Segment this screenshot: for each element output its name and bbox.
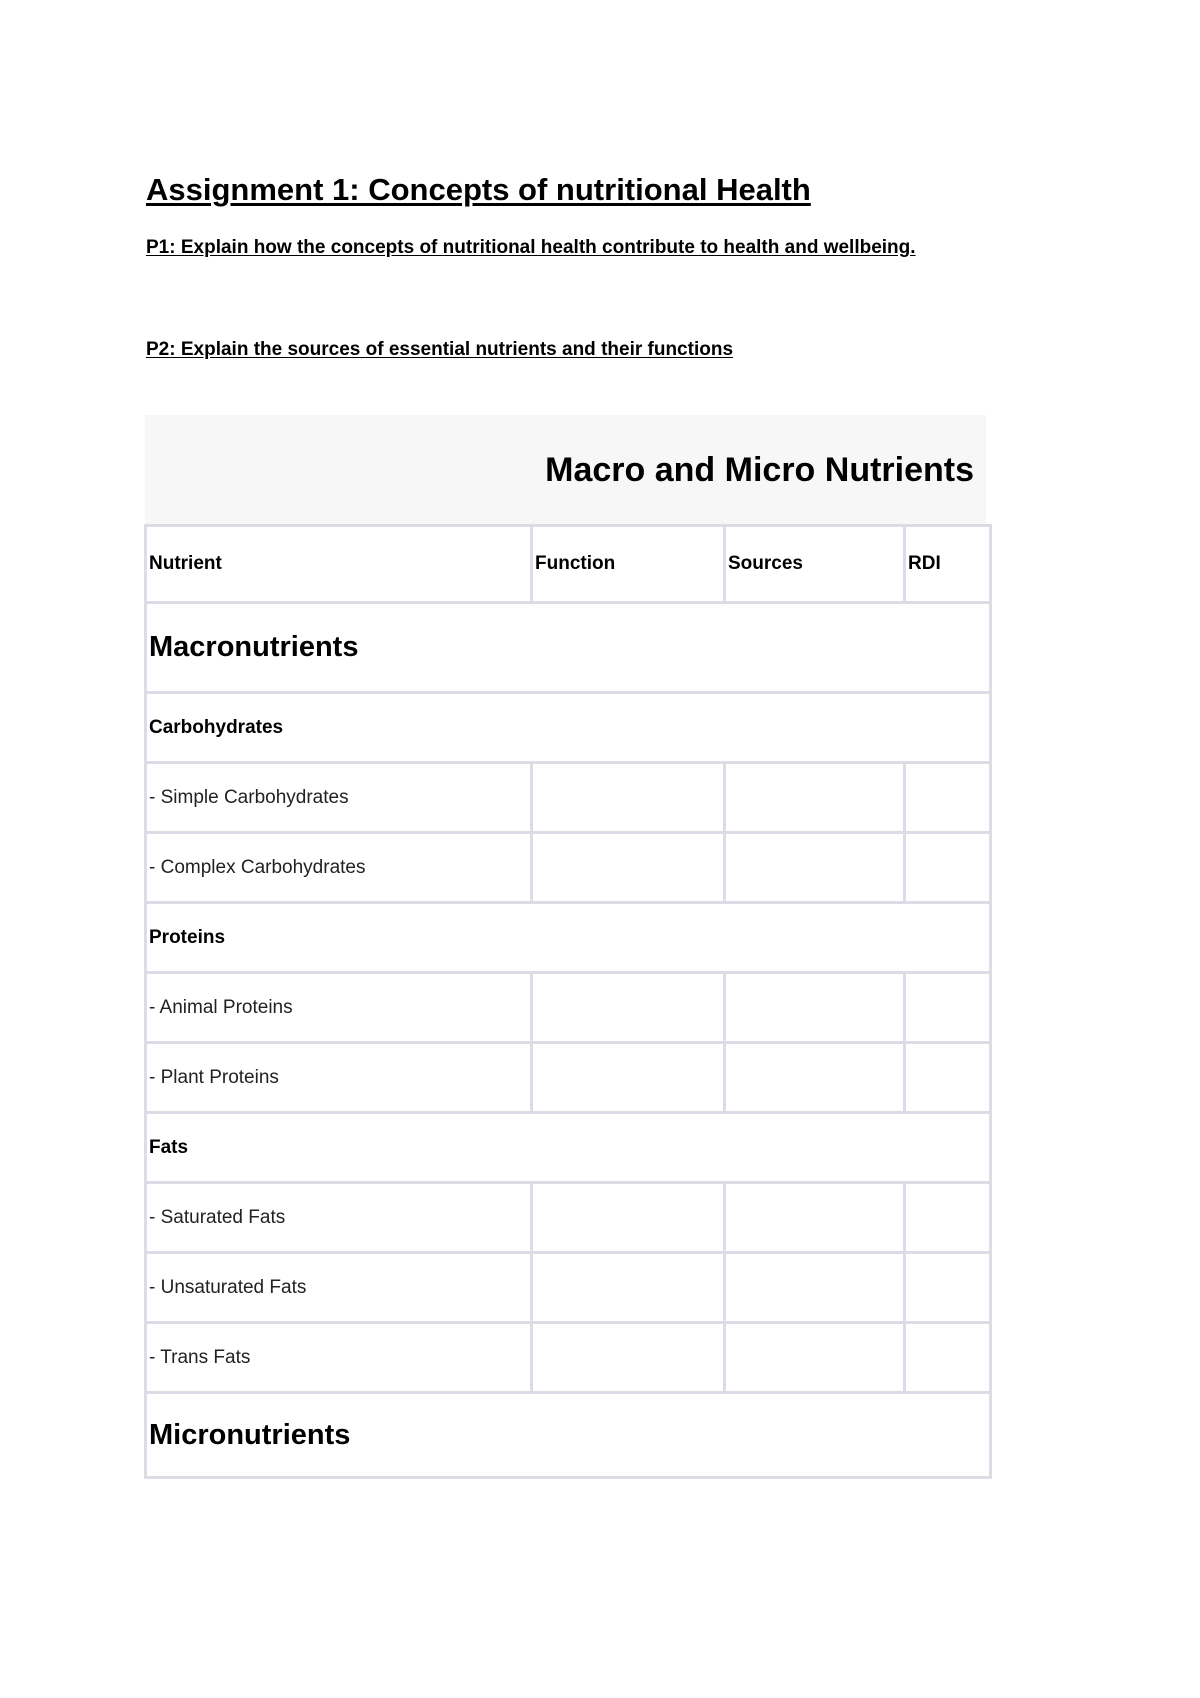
cell-function[interactable] [532, 1253, 725, 1323]
row-label-saturated-fats: - Saturated Fats [146, 1183, 532, 1253]
cell-sources[interactable] [725, 833, 905, 903]
cell-function[interactable] [532, 1323, 725, 1393]
table-row [146, 1043, 991, 1113]
table-banner-title: Macro and Micro Nutrients [545, 451, 974, 489]
cell-rdi[interactable] [905, 1253, 991, 1323]
cell-sources[interactable] [725, 973, 905, 1043]
table-banner [145, 415, 986, 524]
nutrients-table [144, 524, 992, 1479]
group-label-proteins: Proteins [146, 903, 991, 973]
cell-function[interactable] [532, 1183, 725, 1253]
cell-rdi[interactable] [905, 1043, 991, 1113]
cell-sources[interactable] [725, 763, 905, 833]
section-label-micronutrients: Micronutrients [146, 1393, 991, 1478]
row-label-animal-proteins: - Animal Proteins [146, 973, 532, 1043]
task-p2: P2: Explain the sources of essential nutrients and their functions [146, 339, 734, 360]
row-label-simple-carbohydrates: - Simple Carbohydrates [146, 763, 532, 833]
cell-rdi[interactable] [905, 833, 991, 903]
header-function: Function [532, 526, 725, 603]
table-row [146, 973, 991, 1043]
row-label-complex-carbohydrates: - Complex Carbohydrates [146, 833, 532, 903]
table-row [146, 1183, 991, 1253]
cell-rdi[interactable] [905, 1323, 991, 1393]
cell-function[interactable] [532, 763, 725, 833]
row-label-trans-fats: - Trans Fats [146, 1323, 532, 1393]
section-row-macronutrients [146, 603, 991, 693]
task-p1: P1: Explain how the concepts of nutritional health contribute to health and wellbeing. [146, 237, 916, 258]
group-row-fats [146, 1113, 991, 1183]
table-row [146, 1253, 991, 1323]
cell-function[interactable] [532, 973, 725, 1043]
group-label-carbohydrates: Carbohydrates [146, 693, 991, 763]
table-row [146, 1323, 991, 1393]
table-row [146, 763, 991, 833]
section-label-macronutrients: Macronutrients [146, 603, 991, 693]
table-row [146, 833, 991, 903]
row-label-unsaturated-fats: - Unsaturated Fats [146, 1253, 532, 1323]
cell-rdi[interactable] [905, 763, 991, 833]
group-row-carbohydrates [146, 693, 991, 763]
group-label-fats: Fats [146, 1113, 991, 1183]
cell-sources[interactable] [725, 1043, 905, 1113]
cell-function[interactable] [532, 833, 725, 903]
header-nutrient: Nutrient [146, 526, 532, 603]
header-sources: Sources [725, 526, 905, 603]
section-row-micronutrients [146, 1393, 991, 1478]
cell-sources[interactable] [725, 1183, 905, 1253]
cell-sources[interactable] [725, 1253, 905, 1323]
header-rdi: RDI [905, 526, 991, 603]
group-row-proteins [146, 903, 991, 973]
page-title: Assignment 1: Concepts of nutritional Health [146, 172, 811, 207]
row-label-plant-proteins: - Plant Proteins [146, 1043, 532, 1113]
cell-function[interactable] [532, 1043, 725, 1113]
cell-rdi[interactable] [905, 973, 991, 1043]
cell-rdi[interactable] [905, 1183, 991, 1253]
cell-sources[interactable] [725, 1323, 905, 1393]
table-header-row [146, 526, 991, 603]
